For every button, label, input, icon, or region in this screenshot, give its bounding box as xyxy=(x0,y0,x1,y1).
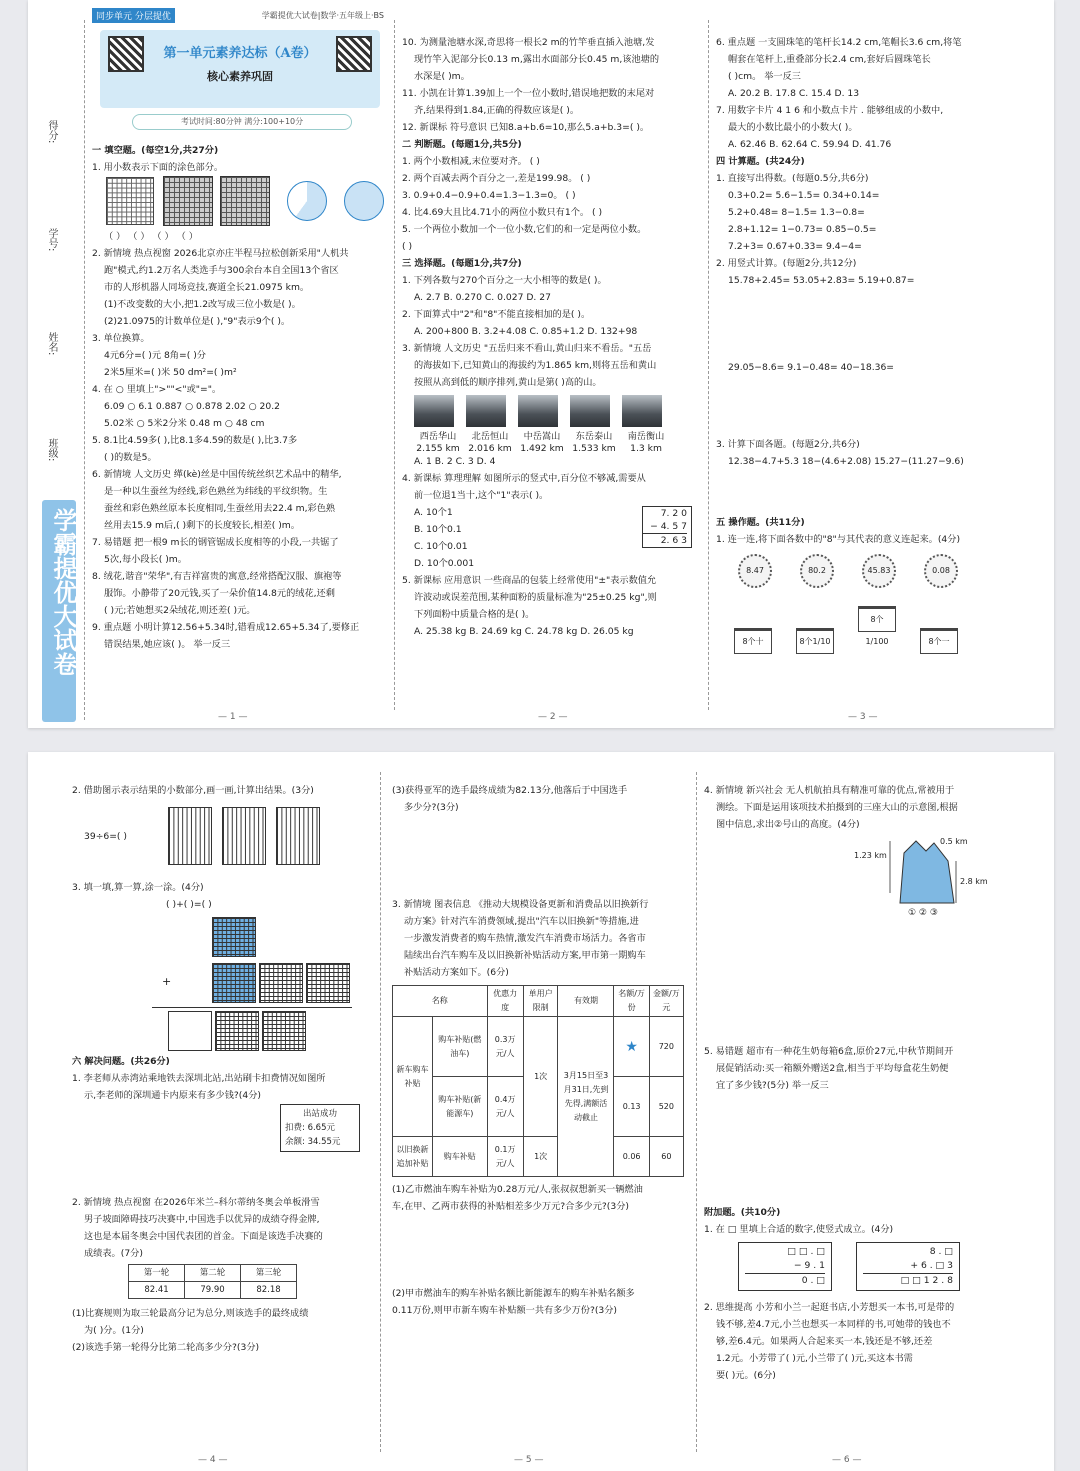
unit-tag: 同步单元 分层提优 xyxy=(92,8,175,23)
question-text: (2)21.0975的计数单位是( ),"9"表示9个( )。 xyxy=(104,316,291,327)
question-text: 是一种以生蚕丝为经线,彩色熟丝为纬线的平纹织物。生 xyxy=(104,486,328,497)
table-header: 第二轮 xyxy=(185,1265,241,1282)
question-text: 1. 连一连,将下面各数中的"8"与其代表的意义连起来。(4分) xyxy=(716,534,961,545)
question-text: 1. 下列各数与270个百分之一大小相等的数是( )。 xyxy=(402,275,607,286)
calc-row: 12.38−4.7+5.3 18−(4.6+2.08) 15.27−(11.27−9.6) xyxy=(728,456,964,467)
mountain-name: 东岳泰山 xyxy=(575,431,613,442)
page-sheet-1 xyxy=(28,0,1054,728)
table-cell: 1次 xyxy=(523,1137,558,1177)
question-text: 的海拔如下,已知黄山的海拔约为1.865 km,则将五岳和黄山 xyxy=(414,360,657,371)
mountain-photo xyxy=(466,395,506,427)
receipt-line: 出站成功 xyxy=(302,1109,337,1119)
question-text: 宜了多少钱?(5分) 举一反三 xyxy=(716,1080,829,1091)
question-text: 最大的小数比最小的小数大( )。 xyxy=(728,122,858,133)
receipt-line: 扣费: 6.65元 xyxy=(285,1123,335,1133)
division-figure xyxy=(72,807,372,865)
question-text: 2. 新情境 热点视窗 2026北京亦庄半程马拉松创新采用"人机共 xyxy=(92,248,349,259)
exam-subtitle: 核心素养巩固 xyxy=(207,70,273,83)
page-number: — 6 — xyxy=(832,1455,862,1465)
question-text: 5. 8.1比4.59多( ),比8.1多4.59的数是( ),比3.7多 xyxy=(92,435,298,446)
table-cell: 以旧换新追加补贴 xyxy=(393,1137,433,1177)
division-expression[interactable]: 39÷6=( ) xyxy=(84,830,128,842)
mountain-height: 1.492 km xyxy=(520,443,564,454)
mountain-height: 2.155 km xyxy=(416,443,460,454)
question-text: 这也是本届冬奥会中国代表团的首金。下面是该选手决赛的 xyxy=(84,1231,323,1242)
receipt-line: 余额: 34.55元 xyxy=(285,1137,341,1147)
pie-figure xyxy=(287,181,327,221)
table-cell: 82.18 xyxy=(241,1282,297,1299)
table-cell: 新车购车补贴 xyxy=(393,1017,433,1137)
section-operation: 五 操作题。(共11分) xyxy=(716,517,805,528)
mountain-card xyxy=(414,395,462,455)
series-label: 学霸提优大试卷|数学·五年级上·BS xyxy=(261,11,384,20)
flower-number[interactable]: 80.2 xyxy=(800,554,834,588)
grid-block xyxy=(259,963,303,1003)
cube-figure xyxy=(163,176,213,226)
question-text: 1. 直接写出得数。(每题0.5分,共6分) xyxy=(716,173,869,184)
table-cell: 购车补贴(新能源车) xyxy=(433,1077,488,1137)
stripe-figure xyxy=(168,807,212,865)
question-text: 2. 下面算式中"2"和"8"不能直接相加的是( )。 xyxy=(402,309,591,320)
flower-number[interactable]: 45.83 xyxy=(862,554,896,588)
question-text: 7. 用数字卡片 4 1 6 和小数点卡片 . 能够组成的小数中, xyxy=(716,105,944,116)
table-cell: 购车补贴(燃油车) xyxy=(433,1017,488,1077)
side-banner xyxy=(42,500,76,722)
question-text: 7. 易错题 把一根9 m长的钢管锯成长度相等的小段,一共锯了 xyxy=(92,537,339,548)
title-panel xyxy=(100,30,380,108)
stripe-figure xyxy=(222,807,266,865)
section-calculation: 四 计算题。(共24分) xyxy=(716,156,805,167)
oral-calc-row: 7.2+3= 0.67+0.33= 9.4−4= xyxy=(728,241,862,252)
question-text: (1)乙市燃油车购车补贴为0.28万元/人,张叔叔想新买一辆燃油 xyxy=(392,1184,643,1195)
question-text: 1. 用小数表示下面的涂色部分。 xyxy=(92,162,224,173)
question-text: 够,差6.4元。如果两人合起来买一本,钱还是不够,还差 xyxy=(716,1336,933,1347)
stripe-figure xyxy=(276,807,320,865)
grid-block xyxy=(306,963,350,1003)
question-text: 车,在甲、乙两市获得的补贴相差多少万元?合多少元?(3分) xyxy=(392,1201,629,1212)
question-text: 0.11万份,则甲市新车购车补贴额一共有多少万份?(3分) xyxy=(392,1305,618,1316)
mountain-photo xyxy=(570,395,610,427)
table-cell: 1次 xyxy=(523,1017,558,1137)
mountain-name: 南岳衡山 xyxy=(627,431,665,442)
page-number: — 5 — xyxy=(514,1455,544,1465)
question-text: 按照从高到低的顺序排列,黄山是第( )高的山。 xyxy=(414,377,602,388)
table-cell: 520 xyxy=(649,1077,683,1137)
name-label: 姓名: xyxy=(46,332,57,356)
question-options: A. 20.2 B. 17.8 C. 15.4 D. 13 xyxy=(728,88,860,99)
section-true-false: 二 判断题。(每题1分,共5分) xyxy=(402,139,522,150)
basket-meaning[interactable]: 8个1/100 xyxy=(858,606,896,632)
circle-figure xyxy=(344,181,384,221)
table-header: 金额/万元 xyxy=(649,986,683,1017)
grid-block[interactable] xyxy=(168,1011,212,1051)
question-text: 5. 新课标 应用意识 一些商品的包装上经常使用"±"表示数值允 xyxy=(402,575,657,586)
question-text: ( )的数是5。 xyxy=(104,452,157,463)
score-table xyxy=(128,1264,297,1299)
mountain-name: 西岳华山 xyxy=(419,431,457,442)
work-space[interactable] xyxy=(392,1215,692,1285)
page-sheet-2 xyxy=(28,752,1054,1471)
work-space[interactable] xyxy=(716,376,1016,436)
question-options: A. 1 B. 2 C. 3 D. 4 xyxy=(414,456,496,467)
page-number: — 4 — xyxy=(198,1455,228,1465)
table-cell: 3月15日至3月31日,先到先得,满额活动截止 xyxy=(558,1017,614,1177)
question-text: 2. 借助图示表示结果的小数部分,画一画,计算出结果。(3分) xyxy=(72,785,314,796)
mountain-card xyxy=(518,395,566,455)
exam-header xyxy=(92,8,384,133)
question-text: 男子坡面障碍技巧决赛中,中国选手以优异的成绩夺得金牌, xyxy=(84,1214,320,1225)
height-label: 2.8 km xyxy=(960,877,988,886)
question-text: 3. 单位换算。 xyxy=(92,333,150,344)
binding-margin xyxy=(28,0,86,728)
grid-addition-figure xyxy=(72,913,372,1053)
question-text: 4元6分=( )元 8角=( )分 xyxy=(104,350,206,361)
vertical-calc-row: 15.78+2.45= 53.05+2.83= 5.19+0.87= xyxy=(728,275,915,286)
question-option: A. 10个1 xyxy=(414,507,453,518)
mountain-photo xyxy=(518,395,558,427)
table-header: 有效期 xyxy=(558,986,614,1017)
vertical-subtraction xyxy=(642,506,692,548)
grid-row xyxy=(168,1011,306,1057)
grid-row xyxy=(212,963,350,1009)
question-options: A. 62.46 B. 62.64 C. 59.94 D. 41.76 xyxy=(728,139,892,150)
question-text: 蚕丝和彩色熟丝原本长度相同,生蚕丝用去22.4 m,彩色熟 xyxy=(104,503,336,514)
question-text: 5.02米 ○ 5米2分米 0.48 m ○ 48 cm xyxy=(104,418,265,429)
table-cell: 82.41 xyxy=(129,1282,185,1299)
question-text: ( ) xyxy=(402,241,413,252)
grid-block[interactable] xyxy=(215,1011,259,1051)
flower-number[interactable]: 8.47 xyxy=(738,554,772,588)
question-text: 1. 李老师从赤湾站乘地铁去深圳北站,出站刷卡扣费情况如图所 xyxy=(72,1073,326,1084)
table-cell: 0.4万元/人 xyxy=(487,1077,523,1137)
question-text: 补贴活动方案如下。(6分) xyxy=(404,967,509,978)
question-text: 1. 两个小数相减,末位要对齐。 ( ) xyxy=(402,156,540,167)
flower-number[interactable]: 0.08 xyxy=(924,554,958,588)
plus-sign: + xyxy=(162,975,172,988)
oral-calc-row: 2.8+1.12= 1−0.73= 0.85−0.5= xyxy=(728,224,877,235)
question-text: 9. 重点题 小明计算12.56+5.34时,错看成12.65+5.34了,要修正 xyxy=(92,622,360,633)
question-option: D. 10个0.001 xyxy=(414,558,475,569)
basket-meaning[interactable]: 8个一 xyxy=(920,628,958,654)
grid-row xyxy=(212,917,256,963)
calc-line: 2. 6 3 xyxy=(660,535,687,546)
question-text: 3. 0.9+0.4−0.9+0.4=1.3−1.3=0。 ( ) xyxy=(402,190,576,201)
subtraction-puzzle[interactable] xyxy=(738,1242,832,1291)
question-text: 2. 用竖式计算。(每题2分,共12分) xyxy=(716,258,857,269)
subsidy-table xyxy=(392,985,684,1177)
mountain-photo xyxy=(414,395,454,427)
puzzle-line: 8 . □ xyxy=(929,1246,953,1257)
student-id-label: 学号: xyxy=(46,228,57,252)
question-text: 1. 在 □ 里填上合适的数字,使竖式成立。(4分) xyxy=(704,1224,894,1235)
question-text: 2. 思维提高 小芳和小兰一起逛书店,小芳想买一本书,可是带的 xyxy=(704,1302,955,1313)
page1-column-2 xyxy=(402,34,702,640)
flower-row xyxy=(716,554,1016,588)
question-text: 丝用去15.9 m后,( )剩下的长度较长,相差( )m。 xyxy=(104,520,300,531)
mountain-numbers: ① ② ③ xyxy=(908,908,938,918)
table-cell: 0.1万元/人 xyxy=(487,1137,523,1177)
oral-calc-row: 0.3+0.2= 5.6−1.5= 0.34+0.14= xyxy=(728,190,880,201)
question-text: 3. 填一填,算一算,涂一涂。(4分) xyxy=(72,882,204,893)
mountain-height: 1.3 km xyxy=(630,443,662,454)
question-text: 齐,结果得到1.84,正确的得数应该是( )。 xyxy=(414,105,580,116)
mountain-height: 2.016 km xyxy=(468,443,512,454)
question-text: 一步激发消费者的购车热情,激发汽车消费市场活力。各省市 xyxy=(404,933,646,944)
sum-line xyxy=(152,1007,352,1008)
digit-puzzles xyxy=(704,1242,1004,1291)
question-text: 2. 新情境 热点视窗 在2026年米兰–科尔蒂纳冬奥会单板滑雪 xyxy=(72,1197,320,1208)
page1-column-1 xyxy=(92,142,388,653)
mountain-name: 北岳恒山 xyxy=(471,431,509,442)
height-label: 0.5 km xyxy=(940,837,968,846)
page-number: — 2 — xyxy=(538,712,568,722)
question-text: 要( )元。(6分) xyxy=(716,1370,776,1381)
mountain-card xyxy=(466,395,514,455)
basket-row xyxy=(716,606,1016,654)
score-label: 得分: xyxy=(46,120,57,144)
question-text: 多少分?(3分) xyxy=(404,802,459,813)
question-text: 6. 新情境 人文历史 缂(kè)丝是中国传统丝织艺术品中的精华, xyxy=(92,469,342,480)
exam-title: 第一单元素养达标（A卷） xyxy=(163,46,317,61)
question-text: 3. 新情境 人文历史 "五岳归来不看山,黄山归来不看岳。"五岳 xyxy=(402,343,652,354)
question-text: 测绘。下面是运用该项技术拍摄到的三座大山的示意图,根据 xyxy=(716,802,958,813)
question-text: 8. 绒花,谐音"荣华",有吉祥富贵的寓意,经常搭配汉服、旗袍等 xyxy=(92,571,342,582)
table-header: 名额/万份 xyxy=(614,986,649,1017)
addition-blanks[interactable]: ( )+( )=( ) xyxy=(166,899,212,910)
puzzle-line: − 9 . 1 xyxy=(745,1259,825,1274)
question-options: A. 25.38 kg B. 24.69 kg C. 24.78 kg D. 26.05 kg xyxy=(414,626,634,637)
mountain-diagram xyxy=(704,833,1004,923)
question-text: 示,李老师的深圳通卡内原来有多少钱?(4分) xyxy=(84,1090,261,1101)
question-text: 前一位退1当十,这个"1"表示( )。 xyxy=(414,490,549,501)
decimal-figures xyxy=(92,176,388,228)
question-text: 4. 在 ○ 里填上">""<"或"="。 xyxy=(92,384,222,395)
question-text: 市的人形机器人同场竞技,赛道全长21.0975 km。 xyxy=(104,282,310,293)
height-label: 1.23 km xyxy=(854,851,887,860)
exam-meta: 考试时间:80分钟 满分:100+10分 xyxy=(132,114,352,130)
question-text: 4. 新情境 新兴社会 无人机航拍具有精准可靠的优点,常被用于 xyxy=(704,785,955,796)
work-space[interactable] xyxy=(392,816,692,896)
question-text: 错误结果,她应该( )。 举一反三 xyxy=(104,639,231,650)
question-text: 2米5厘米=( )米 50 dm²=( )m² xyxy=(104,367,237,378)
calc-line: − 4. 5 7 xyxy=(643,520,687,534)
question-text: ( )元;若她想买2朵绒花,则还差( )元。 xyxy=(104,605,256,616)
page-number: — 3 — xyxy=(848,712,878,722)
work-space[interactable] xyxy=(72,1152,372,1194)
page2-column-2 xyxy=(392,782,692,1319)
table-cell: 0.06 xyxy=(614,1137,649,1177)
page2-column-3 xyxy=(704,782,1004,1384)
question-text: ( )cm。 举一反三 xyxy=(728,71,801,82)
qr-code-left[interactable] xyxy=(108,36,144,72)
puzzle-line: + 6 . □ 3 xyxy=(863,1259,953,1274)
calc-line: 7. 2 0 xyxy=(660,508,687,519)
question-text: 2. 两个百减去两个百分之一,差是199.98。 ( ) xyxy=(402,173,591,184)
mountain-photos xyxy=(402,391,702,453)
question-text: 动方案》针对汽车消费领域,提出"汽车以旧换新"等措施,进 xyxy=(404,916,639,927)
question-text: 帽套在笔杆上,重叠部分长2.4 cm,套好后圆珠笔长 xyxy=(728,54,931,65)
table-header: 第一轮 xyxy=(129,1265,185,1282)
question-text: (2)该选手第一轮得分比第二轮高多少分?(3分) xyxy=(72,1342,260,1353)
basket-meaning[interactable]: 8个1/10 xyxy=(796,628,834,654)
work-space[interactable] xyxy=(704,923,1004,1043)
question-text: 跑"模式,约1.2万名人类选手与300余台本自全国13个省区 xyxy=(104,265,339,276)
work-space[interactable] xyxy=(716,289,1016,359)
mountain-name: 中岳嵩山 xyxy=(523,431,561,442)
table-cell: 0.3万元/人 xyxy=(487,1017,523,1077)
question-option: C. 10个0.01 xyxy=(414,541,468,552)
section-choice: 三 选择题。(每题1分,共7分) xyxy=(402,258,522,269)
class-label: 班级: xyxy=(46,438,57,462)
question-text: 许波动或误差范围,某种面粉的质量标准为"25±0.25 kg",则 xyxy=(414,592,657,603)
mountain-photo xyxy=(622,395,662,427)
metro-receipt xyxy=(280,1104,360,1152)
question-text: (1)比赛规则为取三轮最高分记为总分,则该选手的最终成绩 xyxy=(72,1308,309,1319)
puzzle-line: □ □ 1 2 . 8 xyxy=(900,1275,953,1286)
question-text: 陆续出台汽车购车及以旧换新补贴活动方案,甲市第一期购车 xyxy=(404,950,646,961)
qr-code-right[interactable] xyxy=(336,36,372,72)
section-bonus: 附加题。(共10分) xyxy=(704,1207,781,1218)
question-text: 展促销活动:买一箱额外赠送2盒,相当于平均每盒花生奶便 xyxy=(716,1063,949,1074)
question-text: 3. 计算下面各题。(每题2分,共6分) xyxy=(716,439,860,450)
table-cell: 79.90 xyxy=(185,1282,241,1299)
basket-meaning[interactable]: 8个十 xyxy=(734,628,772,654)
table-cell: 60 xyxy=(649,1137,683,1177)
question-text: 6. 重点题 一支圆珠笔的笔杆长14.2 cm,笔帽长3.6 cm,将笔 xyxy=(716,37,962,48)
question-text: 水深是( )m。 xyxy=(414,71,470,82)
table-cell: 720 xyxy=(649,1017,683,1077)
question-text: 成绩表。(7分) xyxy=(84,1248,143,1259)
work-space[interactable] xyxy=(704,1094,1004,1204)
vertical-calc-row: 29.05−8.6= 9.1−0.48= 40−18.36= xyxy=(728,362,895,373)
mountain-height: 1.533 km xyxy=(572,443,616,454)
grid-block xyxy=(212,963,256,1003)
question-options: A. 200+800 B. 3.2+4.08 C. 0.85+1.2 D. 132+98 xyxy=(414,326,638,337)
question-options: A. 2.7 B. 0.270 C. 0.027 D. 27 xyxy=(414,292,551,303)
question-text: (3)获得亚军的选手最终成绩为82.13分,他落后于中国选手 xyxy=(392,785,628,796)
addition-puzzle[interactable] xyxy=(856,1242,960,1291)
table-cell: 购车补贴 xyxy=(433,1137,488,1177)
question-text: (1)不改变数的大小,把1.2改写成三位小数是( )。 xyxy=(104,299,301,310)
section-problem-solving: 六 解决问题。(共26分) xyxy=(72,1056,170,1067)
page2-column-1 xyxy=(72,782,372,1356)
question-text: 3. 新情境 图表信息 《推动大规模设备更新和消费品以旧换新行 xyxy=(392,899,649,910)
answer-blanks[interactable]: （ ） （ ） （ ） （ ） xyxy=(104,231,198,242)
table-header: 优惠力度 xyxy=(487,986,523,1017)
mountain-card xyxy=(622,395,670,455)
question-text: 10. 为测量池塘水深,奇思将一根长2 m的竹竿垂直插入池塘,发 xyxy=(402,37,655,48)
puzzle-line: 0 . □ xyxy=(801,1275,825,1286)
table-cell: 0.13 xyxy=(614,1077,649,1137)
question-text: 图中信息,求出②号山的高度。(4分) xyxy=(716,819,860,830)
grid-block xyxy=(212,917,256,957)
question-option: B. 10个0.1 xyxy=(414,524,462,535)
question-text: 11. 小凯在计算1.39加上一个一位小数时,错误地把数的末尾对 xyxy=(402,88,655,99)
question-text: 5次,每小段长( )m。 xyxy=(104,554,187,565)
question-text: 现竹竿入泥部分长0.13 m,露出水面部分长0.45 m,该池塘的 xyxy=(414,54,660,65)
grid-block[interactable] xyxy=(262,1011,306,1051)
section-fill-blank: 一 填空题。(每空1分,共27分) xyxy=(92,145,219,156)
oral-calc-row: 5.2+0.48= 8−1.5= 1.3−0.8= xyxy=(728,207,865,218)
question-text: 6.09 ○ 6.1 0.887 ○ 0.878 2.02 ○ 20.2 xyxy=(104,401,280,412)
question-text: 4. 比4.69大且比4.71小的两位小数只有1个。 ( ) xyxy=(402,207,603,218)
option-block xyxy=(402,504,702,572)
table-header: 名称 xyxy=(393,986,488,1017)
question-text: 为( )分。(1分) xyxy=(84,1325,144,1336)
puzzle-line: □ □ . □ xyxy=(787,1246,825,1257)
grid-figure xyxy=(106,177,154,225)
page-number: — 1 — xyxy=(218,712,248,722)
mountain-card xyxy=(570,395,618,455)
question-text: (2)甲市燃油车的购车补贴名额比新能源车的购车补贴名额多 xyxy=(392,1288,635,1299)
question-text: 5. 一个两位小数加一个一位小数,它们的和一定是两位小数。 xyxy=(402,224,647,235)
question-text: 4. 新课标 算理理解 如图所示的竖式中,百分位不够减,需要从 xyxy=(402,473,646,484)
question-text: 钱不够,差4.7元,小兰也想买一本同样的书,可她带的钱也不 xyxy=(716,1319,951,1330)
table-header: 第三轮 xyxy=(241,1265,297,1282)
cube-figure xyxy=(220,176,270,226)
page1-column-3 xyxy=(716,34,1016,654)
table-header: 单用户限制 xyxy=(523,986,558,1017)
question-text: 5. 易错题 超市有一种花生奶每箱6盒,原价27元,中秋节期间开 xyxy=(704,1046,954,1057)
question-text: 12. 新课标 符号意识 已知8.a+b.6=10,那么5.a+b.3=( )。 xyxy=(402,122,650,133)
work-space[interactable] xyxy=(716,470,1016,514)
star-icon: ★ xyxy=(614,1017,649,1077)
question-text: 1.2元。小芳带了( )元,小兰带了( )元,买这本书需 xyxy=(716,1353,913,1364)
question-text: 下列面粉中质量合格的是( )。 xyxy=(414,609,535,620)
question-text: 服饰。小静带了20元钱,买了一朵价值14.8元的绒花,还剩 xyxy=(104,588,335,599)
side-banner-text: 学霸提优大试卷 xyxy=(49,508,78,676)
